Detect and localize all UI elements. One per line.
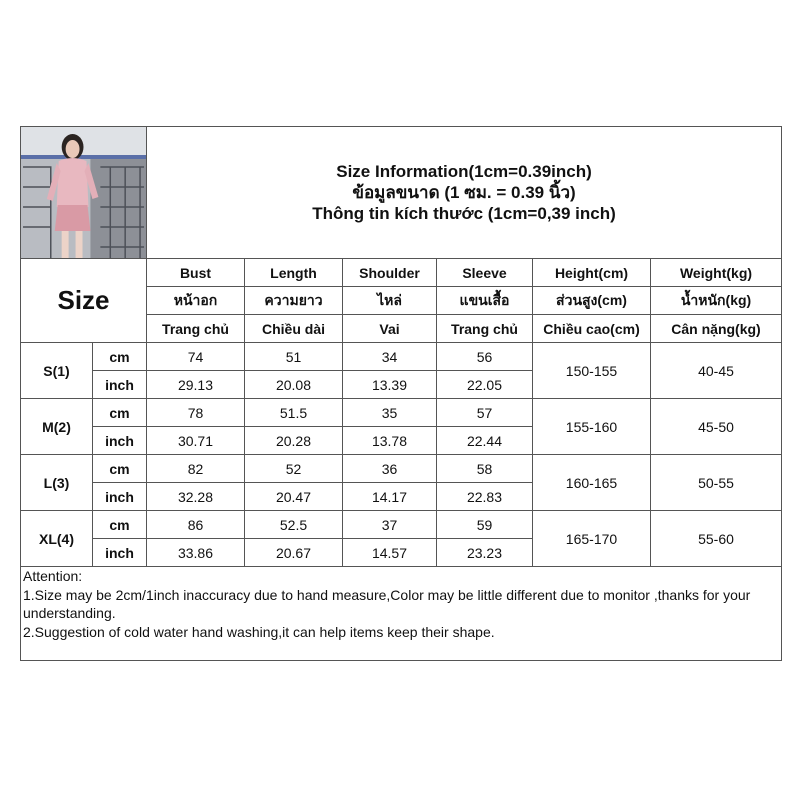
shoulder-cm: 34: [343, 343, 437, 371]
size-info-title: [147, 127, 782, 259]
col-weight-en: Weight(kg): [651, 259, 782, 287]
table-row: [21, 343, 782, 371]
length-cm: 51.5: [245, 399, 343, 427]
length-cm: 51: [245, 343, 343, 371]
weight-range: 45-50: [651, 399, 782, 455]
unit-inch: inch: [93, 483, 147, 511]
unit-cm: cm: [93, 343, 147, 371]
attention-note-2: 2.Suggestion of cold water hand washing,it can help items keep their shape.: [23, 623, 495, 640]
product-photo: [21, 127, 147, 259]
col-shoulder-en: Shoulder: [343, 259, 437, 287]
sleeve-inch: 22.05: [437, 371, 533, 399]
unit-inch: inch: [93, 539, 147, 567]
col-length-en: Length: [245, 259, 343, 287]
size-label: S(1): [21, 343, 93, 399]
title-thai: ข้อมูลขนาด (1 ซม. = 0.39 นิ้ว): [352, 183, 576, 202]
title-vietnamese: Thông tin kích thước (1cm=0,39 inch): [312, 204, 616, 223]
col-height-th: ส่วนสูง(cm): [533, 287, 651, 315]
col-bust-th: หน้าอก: [147, 287, 245, 315]
col-sleeve-en: Sleeve: [437, 259, 533, 287]
bust-inch: 30.71: [147, 427, 245, 455]
sleeve-inch: 22.44: [437, 427, 533, 455]
col-length-vi: Chiều dài: [245, 315, 343, 343]
title-english: Size Information(1cm=0.39inch): [336, 162, 592, 181]
col-sleeve-th: แขนเสื้อ: [437, 287, 533, 315]
sleeve-cm: 59: [437, 511, 533, 539]
size-chart: [20, 126, 781, 661]
size-label: M(2): [21, 399, 93, 455]
bust-inch: 32.28: [147, 483, 245, 511]
shoulder-inch: 14.57: [343, 539, 437, 567]
attention-heading: Attention:: [23, 568, 83, 584]
bust-cm: 86: [147, 511, 245, 539]
length-inch: 20.28: [245, 427, 343, 455]
shoulder-cm: 35: [343, 399, 437, 427]
bust-cm: 82: [147, 455, 245, 483]
attention-notes: [21, 567, 782, 661]
height-range: 150-155: [533, 343, 651, 399]
weight-range: 50-55: [651, 455, 782, 511]
shoulder-inch: 13.78: [343, 427, 437, 455]
weight-range: 55-60: [651, 511, 782, 567]
table-row: [21, 511, 782, 539]
length-inch: 20.08: [245, 371, 343, 399]
col-height-vi: Chiều cao(cm): [533, 315, 651, 343]
col-length-th: ความยาว: [245, 287, 343, 315]
size-header: Size: [21, 259, 147, 343]
col-weight-vi: Cân nặng(kg): [651, 315, 782, 343]
length-inch: 20.47: [245, 483, 343, 511]
shoulder-cm: 36: [343, 455, 437, 483]
length-inch: 20.67: [245, 539, 343, 567]
length-cm: 52: [245, 455, 343, 483]
length-cm: 52.5: [245, 511, 343, 539]
col-shoulder-vi: Vai: [343, 315, 437, 343]
col-bust-en: Bust: [147, 259, 245, 287]
bust-cm: 78: [147, 399, 245, 427]
sleeve-inch: 23.23: [437, 539, 533, 567]
attention-note-1: 1.Size may be 2cm/1inch inaccuracy due to hand measure,Color may be little different due to monitor ,thanks for your understanding.: [23, 586, 751, 621]
size-table: [20, 126, 782, 661]
shoulder-inch: 14.17: [343, 483, 437, 511]
sleeve-cm: 57: [437, 399, 533, 427]
shoulder-inch: 13.39: [343, 371, 437, 399]
sleeve-cm: 56: [437, 343, 533, 371]
size-label: L(3): [21, 455, 93, 511]
unit-cm: cm: [93, 511, 147, 539]
shoulder-cm: 37: [343, 511, 437, 539]
col-shoulder-th: ไหล่: [343, 287, 437, 315]
col-weight-th: น้ำหนัก(kg): [651, 287, 782, 315]
unit-inch: inch: [93, 371, 147, 399]
col-height-en: Height(cm): [533, 259, 651, 287]
table-row: [21, 399, 782, 427]
height-range: 155-160: [533, 399, 651, 455]
unit-inch: inch: [93, 427, 147, 455]
bust-inch: 29.13: [147, 371, 245, 399]
unit-cm: cm: [93, 455, 147, 483]
col-sleeve-vi: Trang chủ: [437, 315, 533, 343]
bust-inch: 33.86: [147, 539, 245, 567]
sleeve-cm: 58: [437, 455, 533, 483]
product-photo-image: [21, 127, 146, 258]
size-label: XL(4): [21, 511, 93, 567]
sleeve-inch: 22.83: [437, 483, 533, 511]
bust-cm: 74: [147, 343, 245, 371]
col-bust-vi: Trang chủ: [147, 315, 245, 343]
height-range: 160-165: [533, 455, 651, 511]
unit-cm: cm: [93, 399, 147, 427]
weight-range: 40-45: [651, 343, 782, 399]
table-row: [21, 455, 782, 483]
height-range: 165-170: [533, 511, 651, 567]
